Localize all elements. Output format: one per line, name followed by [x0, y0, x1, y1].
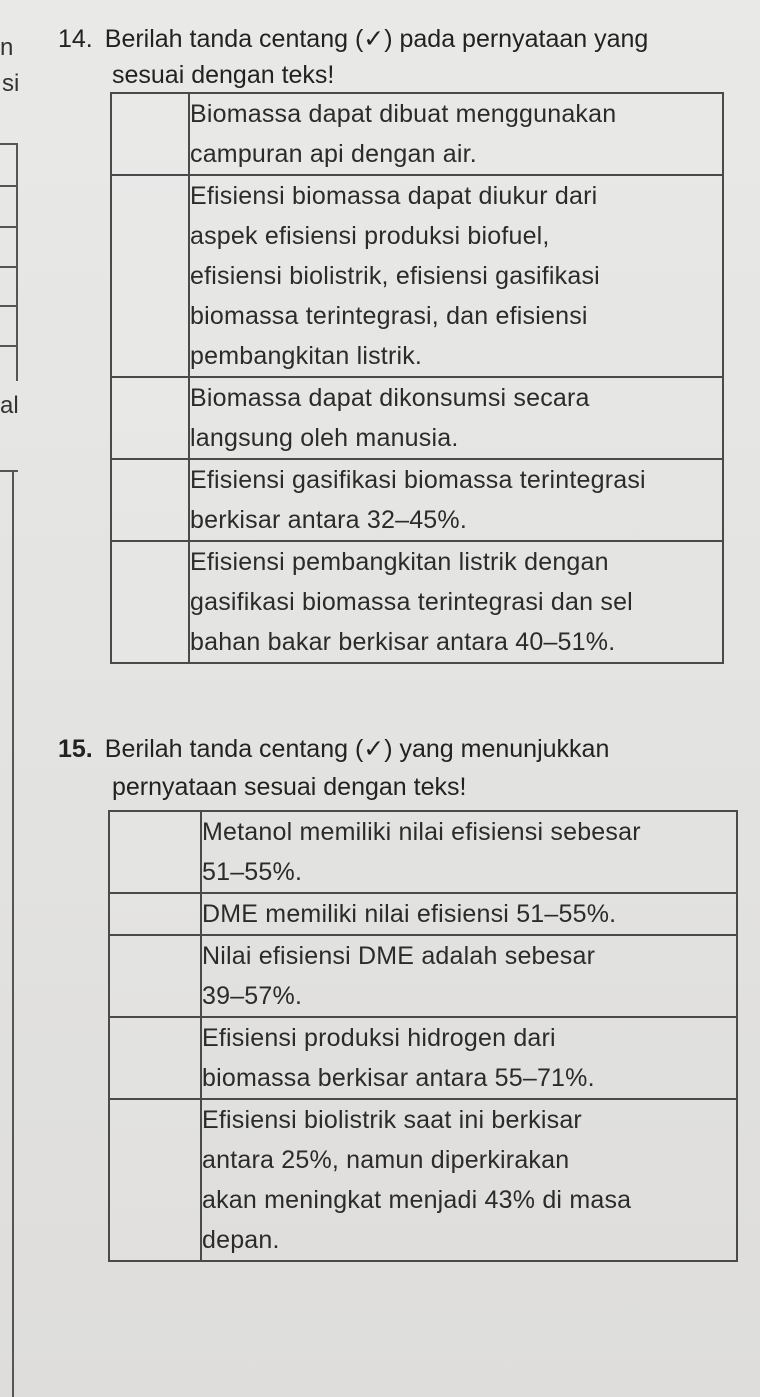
question-15-prompt [58, 734, 609, 765]
statement-line: Efisiensi produksi hidrogen dari [202, 1024, 556, 1052]
margin-rule [0, 143, 16, 145]
statement-row [109, 935, 737, 1017]
statement-row [109, 1099, 737, 1261]
statement-line: langsung oleh manusia. [190, 424, 459, 452]
margin-rule [0, 470, 18, 472]
question-number: 14. [58, 25, 93, 53]
statement-line: Efisiensi biolistrik saat ini berkisar [202, 1106, 582, 1134]
statement-line: campuran api dengan air. [190, 140, 477, 168]
statement-row [111, 377, 723, 459]
statement-line: depan. [202, 1226, 280, 1254]
checkbox-cell[interactable] [109, 893, 201, 935]
checkbox-cell[interactable] [109, 1017, 201, 1099]
statement-row [109, 1017, 737, 1099]
statement-line: aspek efisiensi produksi biofuel, [190, 222, 550, 250]
statement-row [111, 459, 723, 541]
statement-row [109, 893, 737, 935]
statement-text [201, 893, 737, 935]
statement-line: Efisiensi biomassa dapat diukur dari [190, 182, 598, 210]
statement-text [189, 93, 723, 175]
checkbox-cell[interactable] [109, 811, 201, 893]
statement-text [201, 1017, 737, 1099]
margin-rule [16, 143, 18, 381]
statement-line: Efisiensi pembangkitan listrik dengan [190, 548, 609, 576]
statement-line: bahan bakar berkisar antara 40–51%. [190, 628, 616, 656]
question-prompt-line: pernyataan sesuai dengan teks! [112, 773, 467, 801]
checkbox-cell[interactable] [111, 175, 189, 377]
statement-line: pembangkitan listrik. [190, 342, 423, 370]
margin-rule [0, 345, 16, 347]
question-number: 15. [58, 735, 93, 763]
question-14-prompt [58, 24, 648, 55]
q14-rows [111, 93, 723, 663]
statement-line: berkisar antara 32–45%. [190, 506, 467, 534]
statement-line: DME memiliki nilai efisiensi 51–55%. [202, 900, 617, 928]
question-14-prompt-cont [112, 60, 334, 91]
statement-line: Metanol memiliki nilai efisiensi sebesar [202, 818, 641, 846]
margin-fragment-2: si [2, 70, 20, 97]
question-prompt-line: Berilah tanda centang (✓) pada pernyataan yang [104, 25, 649, 53]
checkbox-cell[interactable] [109, 935, 201, 1017]
statement-line: efisiensi biolistrik, efisiensi gasifikasi [190, 262, 600, 290]
statement-row [111, 93, 723, 175]
statement-line: antara 25%, namun diperkirakan [202, 1146, 570, 1174]
statement-line: Efisiensi gasifikasi biomassa terintegrasi [190, 466, 646, 494]
margin-rule [12, 470, 14, 1397]
margin-fragment-3: al [0, 392, 19, 419]
statement-line: akan meningkat menjadi 43% di masa [202, 1186, 632, 1214]
statement-line: biomassa terintegrasi, dan efisiensi [190, 302, 588, 330]
question-15-prompt-cont [112, 772, 466, 803]
statement-line: biomassa berkisar antara 55–71%. [202, 1064, 595, 1092]
statement-line: gasifikasi biomassa terintegrasi dan sel [190, 588, 633, 616]
margin-rule [0, 266, 16, 268]
margin-rule [0, 226, 16, 228]
statement-row [111, 541, 723, 663]
statement-text [189, 175, 723, 377]
statement-line: Biomassa dapat dikonsumsi secara [190, 384, 590, 412]
statement-text [201, 935, 737, 1017]
statement-text [189, 541, 723, 663]
q15-rows [109, 811, 737, 1261]
checkbox-cell[interactable] [111, 541, 189, 663]
margin-rule [0, 305, 16, 307]
question-prompt-line: Berilah tanda centang (✓) yang menunjukkan [104, 735, 610, 763]
statement-line: Nilai efisiensi DME adalah sebesar [202, 942, 596, 970]
statement-row [111, 175, 723, 377]
margin-rule [0, 185, 16, 187]
question-14-table [110, 92, 724, 664]
checkbox-cell[interactable] [109, 1099, 201, 1261]
checkbox-cell[interactable] [111, 377, 189, 459]
statement-text [189, 377, 723, 459]
checkbox-cell[interactable] [111, 459, 189, 541]
statement-text [189, 459, 723, 541]
question-prompt-line: sesuai dengan teks! [112, 61, 335, 89]
statement-row [109, 811, 737, 893]
question-15-table [108, 810, 738, 1262]
statement-line: Biomassa dapat dibuat menggunakan [190, 100, 617, 128]
statement-line: 39–57%. [202, 982, 303, 1010]
statement-text [201, 811, 737, 893]
statement-line: 51–55%. [202, 858, 303, 886]
checkbox-cell[interactable] [111, 93, 189, 175]
statement-text [201, 1099, 737, 1261]
margin-fragment-1: n [0, 34, 14, 61]
